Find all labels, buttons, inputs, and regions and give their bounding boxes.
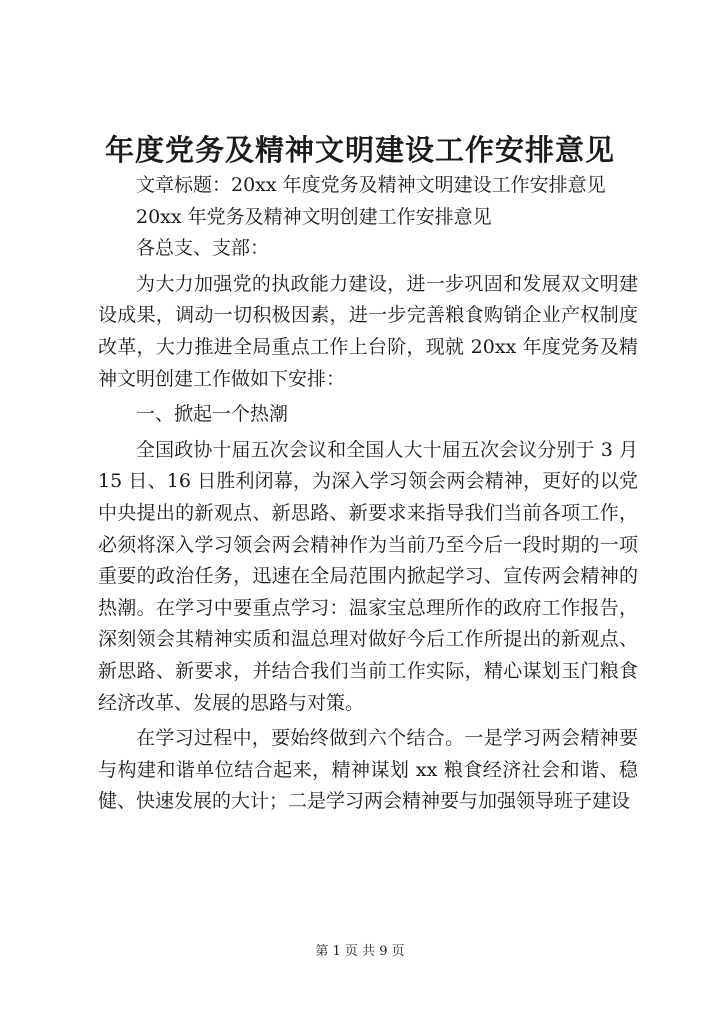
intro-paragraph: 为大力加强党的执政能力建设，进一步巩固和发展双文明建设成果，调动一切积极因素，进一步完善粮食购销企业产权制度改革，大力推进全局重点工作上台阶，现就 20xx 年度党务及精神文明创建工作做如下安排： xyxy=(98,272,638,390)
section-heading: 一、掀起一个热潮 xyxy=(136,403,289,426)
body-paragraph: 全国政协十届五次会议和全国人大十届五次会议分别于 3 月 15 日、16 日胜利闭幕，为深入学习领会两会精神，更好的以党中央提出的新观点、新思路、新要求来指导我们当前各项工作，必须将深入学习领会两会精神作为当前乃至今后一段时期的一项重要的政治任务，迅速在全局范围内掀起学习、宣传两会精神的热潮。在学习中要重点学习：温家宝总理所作的政府工作报告，深刻领会其精神实质和温总理对做好今后工作所提出的新观点、新思路、新要求，并结合我们当前工作实际，精心谋划玉门粮食经济改革、发展的思路与对策。 xyxy=(98,438,638,714)
salutation: 各总支、支部： xyxy=(136,237,270,260)
document-title: 年度党务及精神文明建设工作安排意见 xyxy=(104,133,615,167)
document-body xyxy=(98,170,638,818)
article-title-line: 文章标题：20xx 年度党务及精神文明建设工作安排意见 xyxy=(136,174,606,196)
page-number: 第 1 页 共 9 页 xyxy=(315,944,405,959)
body-paragraph: 在学习过程中，要始终做到六个结合。一是学习两会精神要与构建和谐单位结合起来，精神谋划 xx 粮食经济社会和谐、稳健、快速发展的大计；二是学习两会精神要与加强领导班子建设 xyxy=(98,727,638,813)
document-subtitle: 20xx 年党务及精神文明创建工作安排意见 xyxy=(136,205,492,228)
